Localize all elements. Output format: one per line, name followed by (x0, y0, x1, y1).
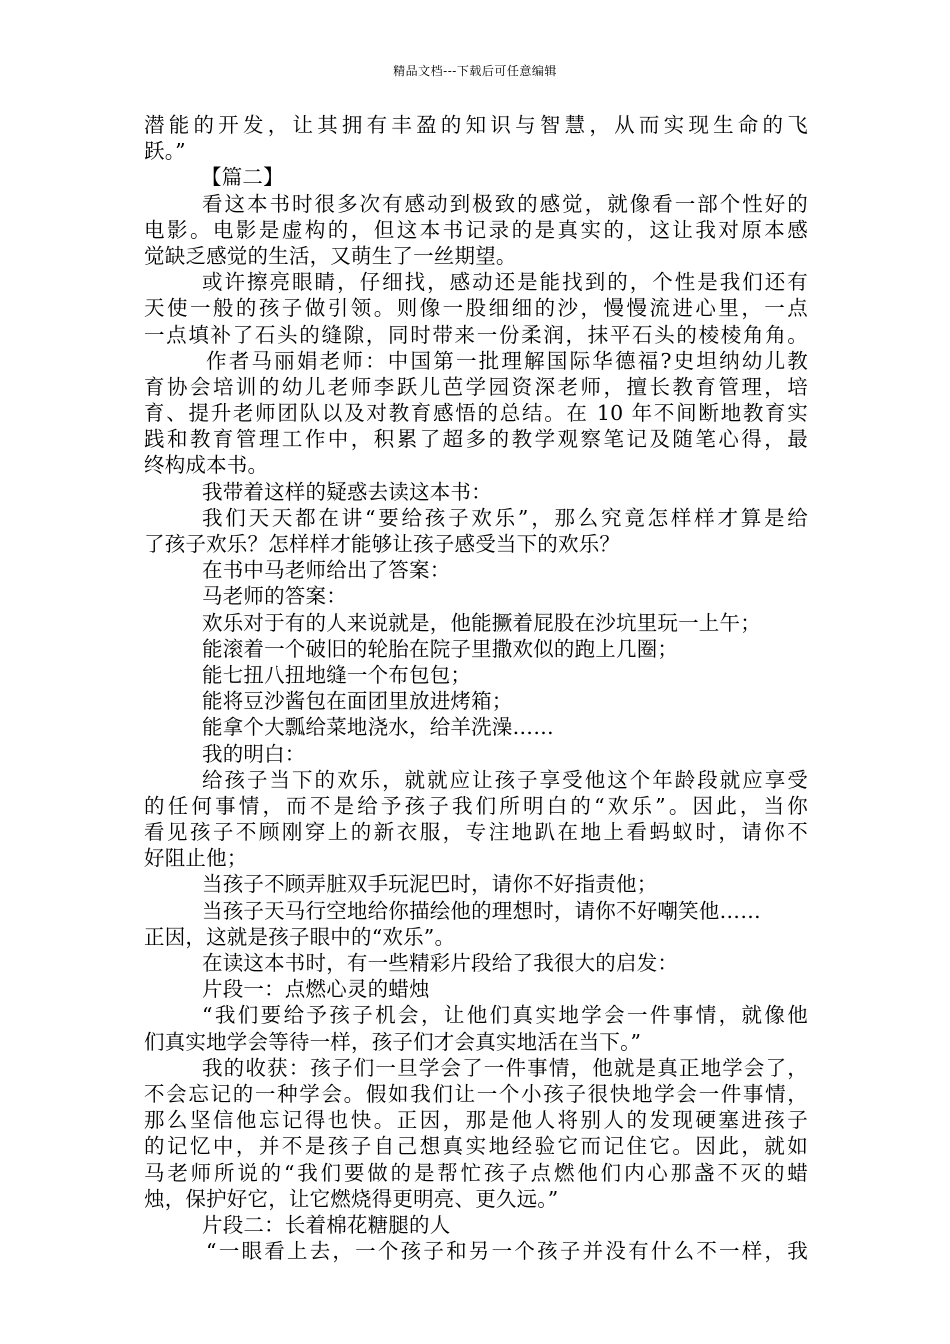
text-line: 片段二：长着棉花糖腿的人 (202, 1212, 451, 1237)
text-line: 好阻止他； (144, 846, 248, 871)
text-line: 能七扭八扭地缝一个布包包； (202, 662, 472, 687)
text-line: “我们要给予孩子机会，让他们真实地学会一件事情，就像他 (202, 1003, 808, 1028)
text-line: 我们天天都在讲“要给孩子欢乐”，那么究竟怎样样才算是给 (202, 505, 808, 530)
text-line: 正因，这就是孩子眼中的“欢乐”。 (144, 924, 456, 949)
text-line: 觉缺乏感觉的生活，又萌生了一丝期望。 (144, 243, 517, 268)
text-line: 能拿个大瓢给菜地浇水，给羊洗澡…… (202, 715, 554, 740)
text-line: 作者马丽娟老师：中国第一批理解国际华德福?史坦纳幼儿教 (206, 348, 808, 373)
text-line: 我的明白： (202, 741, 306, 766)
text-line: 能将豆沙酱包在面团里放进烤箱； (202, 689, 513, 714)
text-line: 们真实地学会等待一样，孩子们才会真实地活在当下。” (144, 1029, 642, 1054)
text-line: 看这本书时很多次有感动到极致的感觉，就像看一部个性好的 (202, 191, 808, 216)
text-line: 当孩子不顾弄脏双手玩泥巴时，请你不好指责他； (202, 872, 658, 897)
text-line: 我带着这样的疑惑去读这本书： (202, 479, 492, 504)
text-line: 践和教育管理工作中，积累了超多的教学观察笔记及随笔心得，最 (144, 427, 808, 452)
text-line: 欢乐对于有的人来说就是，他能撅着屁股在沙坑里玩一上午； (202, 610, 761, 635)
text-line: 跃。” (144, 139, 186, 164)
text-line: 我的收获：孩子们一旦学会了一件事情，他就是真正地学会了， (202, 1055, 808, 1080)
text-line: 不会忘记的一种学会。假如我们让一个小孩子很快地学会一件事情， (144, 1081, 808, 1106)
text-line: 给孩子当下的欢乐，就就应让孩子享受他这个年龄段就应享受 (202, 767, 808, 792)
text-line: 烛，保护好它，让它燃烧得更明亮、更久远。” (144, 1186, 559, 1211)
text-line: 或许擦亮眼睛，仔细找，感动还是能找到的，个性是我们还有 (202, 270, 808, 295)
text-line: 那么坚信他忘记得也快。正因，那是他人将别人的发现硬塞进孩子 (144, 1108, 808, 1133)
text-line: 马老师的答案： (202, 584, 347, 609)
text-line: 育、提升老师团队以及对教育感悟的总结。在 10 年不间断地教育实 (144, 401, 808, 426)
text-line: 育协会培训的幼儿老师李跃儿芭学园资深老师，擅长教育管理，培 (144, 374, 808, 399)
text-line: 能滚着一个破旧的轮胎在院子里撒欢似的跑上几圈； (202, 636, 679, 661)
text-line: 在书中马老师给出了答案： (202, 558, 451, 583)
text-line: 的任何事情，而不是给予孩子我们所明白的“欢乐”。因此，当你 (144, 793, 808, 818)
text-line: “一眼看上去，一个孩子和另一个孩子并没有什么不一样，我 (206, 1239, 808, 1264)
text-line: 看见孩子不顾刚穿上的新衣服，专注地趴在地上看蚂蚁时，请你不 (144, 820, 808, 845)
text-line: 当孩子天马行空地给你描绘他的理想时，请你不好嘲笑他…… (202, 898, 761, 923)
text-line: 天使一般的孩子做引领。则像一股细细的沙，慢慢流进心里，一点 (144, 296, 808, 321)
text-line: 终构成本书。 (144, 453, 269, 478)
text-line: 电影。电影是虚构的，但这本书记录的是真实的，这让我对原本感 (144, 217, 808, 242)
text-line: 在读这本书时，有一些精彩片段给了我很大的启发： (202, 951, 679, 975)
text-line: 潜能的开发，让其拥有丰盈的知识与智慧，从而实现生命的飞 (144, 113, 808, 137)
text-line: 一点填补了石头的缝隙，同时带来一份柔润，抹平石头的棱棱角角。 (144, 322, 808, 347)
document-body (144, 112, 808, 1264)
text-line: 了孩子欢乐？怎样样才能够让孩子感受当下的欢乐？ (144, 532, 621, 556)
text-line: 的记忆中，并不是孩子自己想真实地经验它而记住它。因此，就如 (144, 1134, 808, 1159)
text-line: 【篇二】 (201, 165, 284, 190)
page-header: 精品文档---下载后可任意编辑 (393, 64, 557, 78)
text-line: 片段一：点燃心灵的蜡烛 (202, 977, 430, 1002)
text-line: 马老师所说的“我们要做的是帮忙孩子点燃他们内心那盏不灭的蜡 (144, 1160, 808, 1185)
